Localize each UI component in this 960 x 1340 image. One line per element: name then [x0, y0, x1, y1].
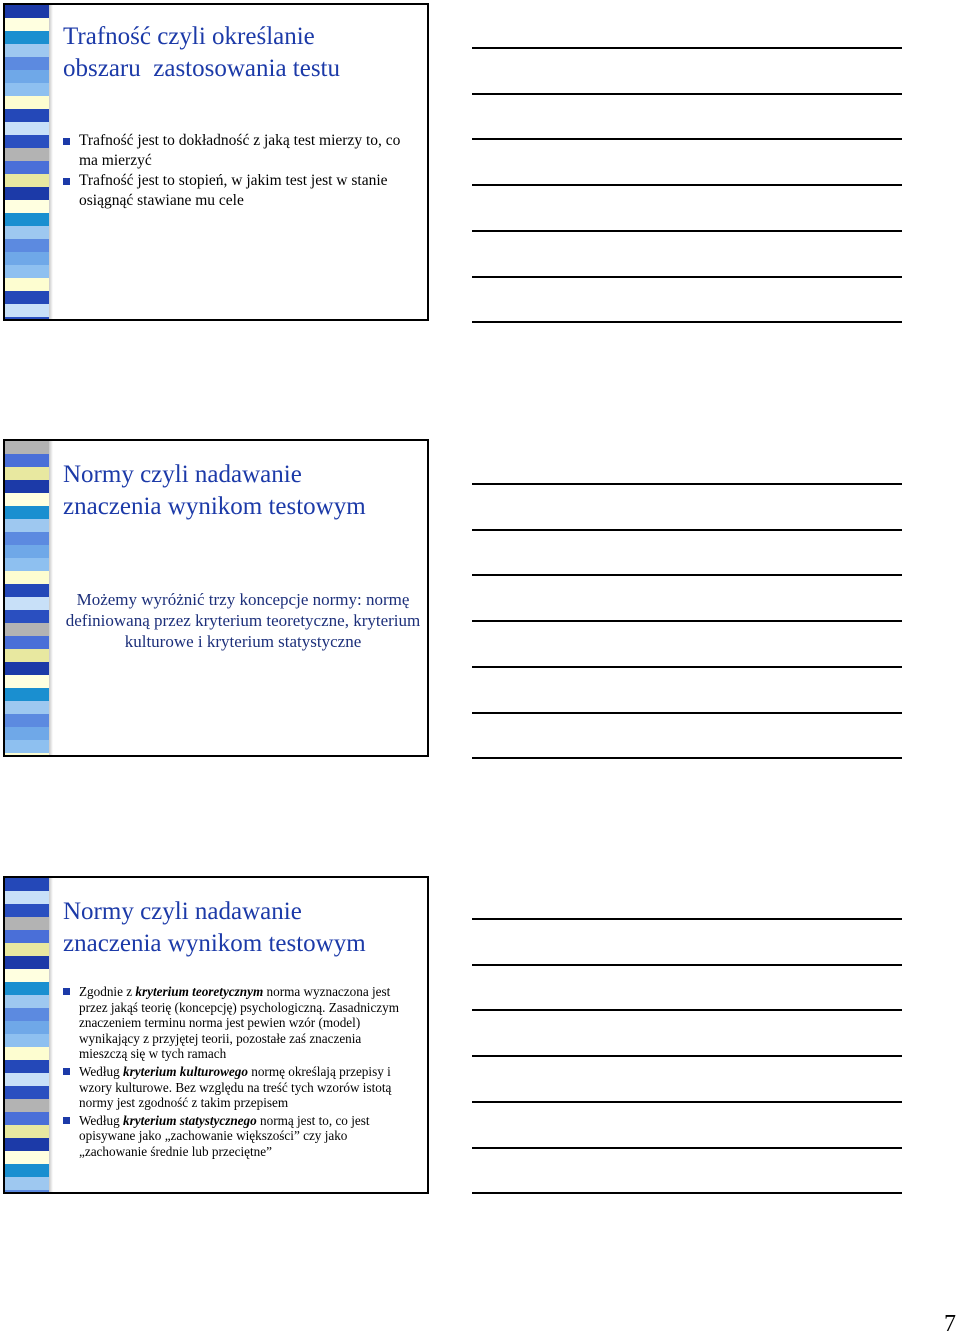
note-line [472, 47, 902, 49]
stripe-segment [5, 532, 49, 545]
slide-title: Normy czyli nadawanie znaczenia wynikom testowym [63, 461, 366, 520]
stripe-segment [5, 1151, 49, 1164]
stripe-segment [5, 1034, 49, 1047]
note-line [472, 757, 902, 759]
stripe-segment [5, 1190, 49, 1194]
stripe-segment [5, 1112, 49, 1125]
note-line [472, 1192, 902, 1194]
square-bullet-icon [63, 1117, 70, 1124]
note-line [472, 529, 902, 531]
stripe-segment [5, 200, 49, 213]
note-line [472, 1101, 902, 1103]
stripe-segment [5, 688, 49, 701]
stripe-shadow [49, 878, 53, 1192]
stripe-segment [5, 623, 49, 636]
stripe-segment [5, 545, 49, 558]
list-item: Trafność jest to stopień, w jakim test jest w stanie osiągnąć stawiane mu cele [63, 171, 413, 211]
stripe-segment [5, 148, 49, 161]
stripe-segment [5, 252, 49, 265]
square-bullet-icon [63, 138, 70, 145]
stripe-segment [5, 969, 49, 982]
stripe-segment [5, 1138, 49, 1151]
stripe-segment [5, 265, 49, 278]
stripe-segment [5, 1047, 49, 1060]
slide-1 [3, 3, 429, 321]
stripe-segment [5, 96, 49, 109]
note-line [472, 276, 902, 278]
note-line [472, 230, 902, 232]
stripe-segment [5, 187, 49, 200]
list-item: Trafność jest to dokładność z jaką test mierzy to, co ma mierzyć [63, 131, 413, 171]
note-line [472, 918, 902, 920]
stripe-segment [5, 480, 49, 493]
note-line [472, 321, 902, 323]
note-line [472, 1009, 902, 1011]
stripe-segment [5, 18, 49, 31]
stripe-segment [5, 291, 49, 304]
stripe-segment [5, 1021, 49, 1034]
note-line [472, 138, 902, 140]
square-bullet-icon [63, 988, 70, 995]
stripe-segment [5, 740, 49, 753]
stripe-segment [5, 636, 49, 649]
stripe-segment [5, 1164, 49, 1177]
note-line [472, 483, 902, 485]
stripe-segment [5, 5, 49, 18]
note-line [472, 964, 902, 966]
stripe-segment [5, 506, 49, 519]
list-item: Zgodnie z kryterium teoretycznym norma wyznaczona jest przez jakąś teorię (koncepcję) psychologiczną. Zasadniczym znaczeniem terminu norma jest pewien wzór (model) wynikający z przyjętej teorii, pozostałe zaś znaczenia mieszczą się w tych ramach [63, 984, 411, 1062]
stripe-segment [5, 727, 49, 740]
stripe-segment [5, 662, 49, 675]
square-bullet-icon [63, 178, 70, 185]
slide-paragraph: Możemy wyróżnić trzy koncepcje normy: normę definiowaną przez kryterium teoretyczne, kryterium kulturowe i kryterium statystyczne [65, 590, 421, 651]
stripe-segment [5, 1008, 49, 1021]
stripe-segment [5, 44, 49, 57]
stripe-segment [5, 701, 49, 714]
stripe-segment [5, 161, 49, 174]
stripe-segment [5, 649, 49, 662]
note-line [472, 712, 902, 714]
slide-title: Normy czyli nadawanie znaczenia wynikom testowym [63, 898, 366, 957]
stripe-segment [5, 441, 49, 454]
stripe-segment [5, 610, 49, 623]
stripe-segment [5, 982, 49, 995]
note-line [472, 184, 902, 186]
stripe-segment [5, 213, 49, 226]
slide-decorative-stripe [5, 5, 49, 319]
stripe-segment [5, 493, 49, 506]
stripe-segment [5, 467, 49, 480]
list-item: Według kryterium kulturowego normę określają przepisy i wzory kulturowe. Bez względu na treść tych wzorów istotą normy jest zgodność z takim przepisem [63, 1064, 411, 1111]
stripe-segment [5, 454, 49, 467]
stripe-segment [5, 904, 49, 917]
stripe-segment [5, 1060, 49, 1073]
stripe-segment [5, 83, 49, 96]
list-item: Według kryterium statystycznego normą jest to, co jest opisywane jako „zachowanie większości” czy jako „zachowanie średnie lub przeciętne” [63, 1113, 411, 1160]
stripe-segment [5, 122, 49, 135]
stripe-segment [5, 891, 49, 904]
stripe-segment [5, 226, 49, 239]
stripe-segment [5, 995, 49, 1008]
stripe-segment [5, 1177, 49, 1190]
stripe-segment [5, 70, 49, 83]
stripe-segment [5, 917, 49, 930]
note-line [472, 93, 902, 95]
stripe-segment [5, 278, 49, 291]
stripe-segment [5, 519, 49, 532]
stripe-segment [5, 1099, 49, 1112]
stripe-segment [5, 571, 49, 584]
page-number: 7 [944, 1311, 956, 1337]
slide-2 [3, 439, 429, 757]
stripe-segment [5, 1073, 49, 1086]
stripe-segment [5, 714, 49, 727]
stripe-segment [5, 239, 49, 252]
stripe-segment [5, 174, 49, 187]
stripe-segment [5, 109, 49, 122]
note-line [472, 666, 902, 668]
note-line [472, 1147, 902, 1149]
note-line [472, 1055, 902, 1057]
slide-decorative-stripe [5, 878, 49, 1192]
note-line [472, 620, 902, 622]
note-line [472, 574, 902, 576]
stripe-segment [5, 31, 49, 44]
stripe-shadow [49, 5, 53, 319]
stripe-segment [5, 135, 49, 148]
stripe-segment [5, 930, 49, 943]
stripe-shadow [49, 441, 53, 755]
square-bullet-icon [63, 1068, 70, 1075]
stripe-segment [5, 597, 49, 610]
stripe-segment [5, 956, 49, 969]
slide-title: Trafność czyli określanie obszaru zastosowania testu [63, 23, 341, 82]
stripe-segment [5, 1125, 49, 1138]
stripe-segment [5, 304, 49, 317]
bullet-list [63, 131, 413, 211]
slide-3 [3, 876, 429, 1194]
stripe-segment [5, 675, 49, 688]
stripe-segment [5, 1086, 49, 1099]
stripe-segment [5, 558, 49, 571]
stripe-segment [5, 878, 49, 891]
bullet-list [63, 984, 411, 1162]
stripe-segment [5, 943, 49, 956]
stripe-segment [5, 57, 49, 70]
stripe-segment [5, 317, 49, 321]
slide-decorative-stripe [5, 441, 49, 755]
stripe-segment [5, 584, 49, 597]
stripe-segment [5, 753, 49, 757]
